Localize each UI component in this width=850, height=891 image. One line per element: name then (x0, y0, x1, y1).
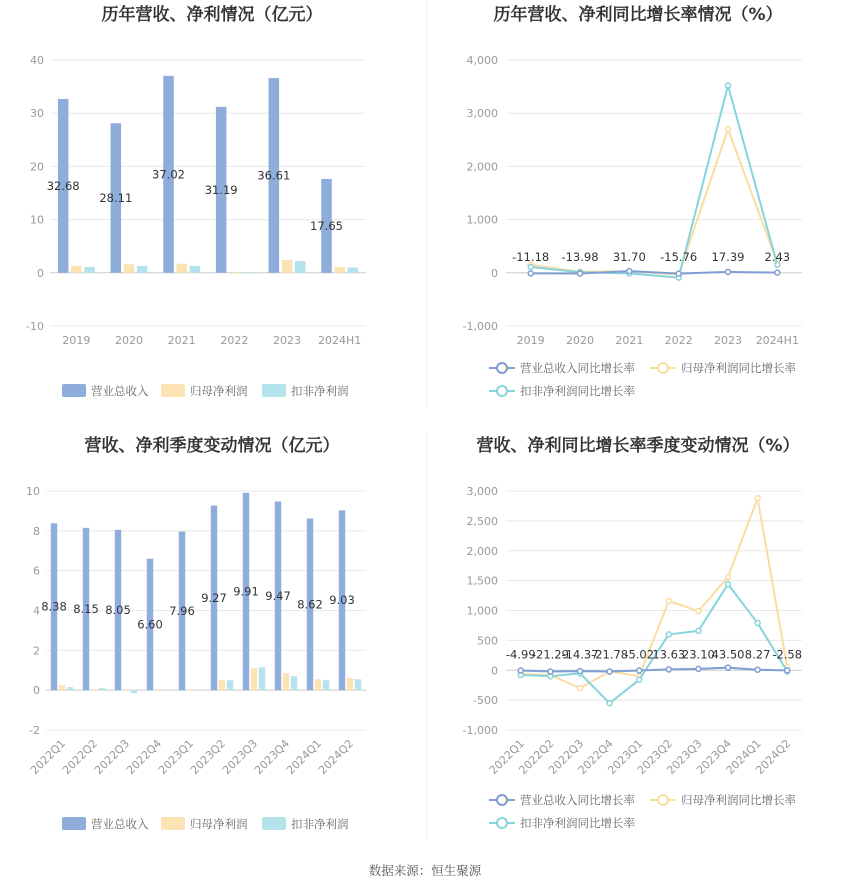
bar-deducted (99, 688, 105, 690)
data-point (607, 669, 612, 674)
bar-deducted (131, 690, 137, 693)
y-tick-label: 4 (33, 604, 40, 618)
x-tick-label: 2022 (220, 334, 249, 347)
y-tick-label: 3,000 (466, 485, 498, 498)
data-label: -13.98 (561, 249, 599, 264)
y-tick-label: -1,000 (462, 724, 498, 737)
x-tick-label: 2023Q1 (156, 736, 197, 777)
data-label: 43.50 (711, 647, 745, 662)
x-tick-label: 2022Q3 (92, 736, 133, 777)
data-point (637, 668, 642, 673)
bar-netprofit (251, 668, 257, 690)
bar-netprofit (155, 689, 161, 690)
data-label: 37.02 (152, 167, 185, 182)
data-source-caption: 数据来源：恒生聚源 (368, 863, 482, 878)
data-label: 31.19 (204, 182, 238, 197)
legend-label: 营业总收入同比增长率 (520, 793, 635, 807)
bar-netprofit (283, 673, 289, 690)
data-point (627, 269, 632, 274)
x-tick-label: 2023Q3 (220, 736, 261, 777)
bar-deducted (163, 690, 169, 691)
data-point (726, 127, 731, 132)
data-label: 23.10 (681, 647, 715, 662)
legend-label: 营业总收入 (91, 817, 149, 831)
legend-label: 扣非净利润 (291, 817, 349, 831)
x-tick-label: 2024Q1 (284, 736, 325, 777)
y-tick-label: 6 (33, 564, 40, 578)
bar-deducted (295, 261, 306, 273)
data-point (666, 598, 671, 603)
bar-netprofit (347, 678, 353, 690)
data-label: -2.58 (772, 647, 803, 662)
data-label: 8.62 (297, 597, 323, 612)
y-tick-label: 0 (37, 266, 44, 280)
legend-item[interactable] (161, 817, 248, 831)
series-line-deducted (521, 584, 787, 703)
legend-marker (658, 363, 668, 373)
legend-swatch (62, 817, 86, 830)
bar-netprofit (219, 680, 225, 690)
bar-netprofit (176, 264, 187, 273)
legend-label: 归母净利润 (190, 384, 248, 398)
data-point (676, 271, 681, 276)
x-tick-label: 2023 (714, 334, 742, 347)
x-tick-label: 2024Q2 (753, 736, 794, 777)
x-tick-label: 2024Q2 (316, 736, 357, 777)
data-point (666, 667, 671, 672)
data-point (726, 575, 731, 580)
x-tick-label: 2024H1 (318, 334, 362, 347)
annual-growth-rate-chart (463, 4, 802, 398)
x-tick-label: 2023Q2 (634, 736, 675, 777)
x-tick-label: 2020 (115, 334, 143, 347)
data-point (666, 632, 671, 637)
chart-title: 历年营收、净利情况（亿元） (101, 5, 323, 25)
data-label: -4.99 (505, 647, 536, 662)
data-point (548, 669, 553, 674)
data-point (775, 270, 780, 275)
x-tick-label: 2023Q4 (694, 736, 735, 777)
legend-label: 扣非净利润同比增长率 (520, 816, 635, 830)
y-tick-label: -2 (29, 724, 40, 737)
data-label: 32.68 (46, 178, 80, 193)
data-label: -5.02 (624, 647, 655, 662)
legend-item[interactable] (650, 793, 796, 807)
data-point (726, 269, 731, 274)
y-tick-label: 10 (26, 485, 40, 498)
data-label: -14.37 (561, 647, 599, 662)
data-point (637, 677, 642, 682)
bar-deducted (227, 680, 233, 690)
annual-revenue-profit-chart (26, 4, 366, 398)
x-tick-label: 2023Q4 (252, 736, 293, 777)
bar-netprofit (124, 264, 135, 273)
bar-netprofit (315, 679, 321, 690)
data-point (578, 669, 583, 674)
legend-item[interactable] (489, 384, 635, 398)
data-label: 9.27 (201, 590, 227, 605)
legend-item[interactable] (650, 361, 796, 375)
legend-item[interactable] (489, 361, 635, 375)
bar-netprofit (71, 266, 82, 273)
bar-deducted (355, 679, 361, 690)
y-tick-label: 2 (33, 644, 40, 658)
data-label: 8.05 (105, 603, 131, 618)
y-tick-label: 2,500 (466, 514, 498, 528)
quarterly-growth-rate-chart (463, 435, 803, 830)
data-label: 9.47 (265, 588, 291, 603)
legend-marker (497, 795, 507, 805)
data-point (726, 665, 731, 670)
data-label: -15.76 (660, 249, 698, 264)
series-line-revenue (521, 668, 787, 672)
legend-label: 扣非净利润 (291, 384, 349, 398)
y-tick-label: 10 (30, 213, 44, 227)
quarterly-revenue-profit-chart (26, 435, 366, 831)
data-point (528, 264, 533, 269)
y-tick-label: 30 (30, 107, 44, 121)
x-tick-label: 2023Q2 (188, 736, 229, 777)
y-tick-label: -500 (473, 694, 498, 708)
data-label: 2.43 (764, 249, 791, 264)
bar-netprofit (187, 690, 193, 691)
y-tick-label: 4,000 (466, 54, 498, 67)
data-point (785, 668, 790, 673)
data-label: 8.27 (744, 647, 771, 662)
legend-item[interactable] (62, 817, 149, 831)
y-tick-label: 0 (491, 664, 498, 678)
y-tick-label: 1,000 (466, 604, 498, 618)
bar-deducted (291, 676, 297, 690)
x-tick-label: 2024Q1 (723, 736, 764, 777)
data-label: 9.03 (329, 593, 355, 608)
data-label: 28.11 (99, 191, 133, 206)
data-point (755, 621, 760, 626)
x-tick-label: 2022Q1 (486, 736, 527, 777)
x-tick-label: 2023Q3 (664, 736, 705, 777)
data-point (755, 496, 760, 501)
y-tick-label: 1,000 (466, 213, 498, 227)
data-label: 31.70 (612, 249, 646, 264)
legend-swatch (161, 817, 185, 830)
x-tick-label: 2022Q4 (124, 736, 165, 777)
x-tick-label: 2021 (615, 334, 644, 347)
legend-item[interactable] (489, 816, 635, 830)
legend-swatch (161, 384, 185, 397)
data-label: 17.65 (310, 218, 343, 233)
legend-item[interactable] (262, 817, 349, 831)
x-tick-label: 2023 (273, 334, 301, 347)
y-tick-label: 8 (33, 524, 40, 538)
legend-label: 营业总收入同比增长率 (520, 361, 635, 375)
x-tick-label: 2024H1 (755, 334, 799, 347)
y-tick-label: 3,000 (466, 107, 498, 121)
bar-deducted (195, 690, 201, 691)
y-tick-label: 1,500 (466, 574, 498, 588)
y-tick-label: 2,000 (466, 160, 498, 174)
legend-label: 归母净利润同比增长率 (681, 361, 796, 375)
bar-netprofit (334, 267, 345, 273)
data-point (726, 83, 731, 88)
x-tick-label: 2020 (566, 334, 594, 347)
x-tick-label: 2022 (664, 334, 693, 347)
y-tick-label: -10 (26, 320, 44, 333)
data-label: 9.91 (233, 584, 259, 599)
y-tick-label: 500 (477, 634, 498, 648)
data-point (696, 628, 701, 633)
data-point (607, 701, 612, 706)
x-tick-label: 2023Q1 (605, 736, 646, 777)
bar-netprofit (91, 689, 97, 690)
legend-marker (497, 363, 507, 373)
y-tick-label: 2,000 (466, 544, 498, 558)
data-label: 17.39 (711, 249, 745, 264)
data-point (578, 271, 583, 276)
chart-title: 营收、净利同比增长率季度变动情况（%） (476, 436, 800, 456)
y-tick-label: 40 (30, 54, 44, 67)
legend-swatch (262, 817, 286, 830)
x-tick-label: 2022Q4 (575, 736, 616, 777)
y-tick-label: 20 (30, 160, 44, 174)
data-point (696, 666, 701, 671)
legend-label: 归母净利润同比增长率 (681, 793, 796, 807)
bar-netprofit (59, 685, 65, 690)
legend-item[interactable] (161, 384, 248, 398)
legend-item[interactable] (62, 384, 149, 398)
x-tick-label: 2019 (516, 334, 545, 347)
legend-marker (497, 386, 507, 396)
y-tick-label: -1,000 (462, 320, 498, 333)
bar-deducted (137, 266, 148, 273)
data-label: -11.18 (512, 249, 550, 264)
data-label: 13.63 (652, 647, 686, 662)
legend-label: 营业总收入 (91, 384, 149, 398)
bar-deducted (190, 266, 201, 273)
bar-deducted (242, 273, 253, 274)
data-label: 8.15 (73, 602, 99, 617)
chart-title: 历年营收、净利同比增长率情况（%） (493, 5, 783, 25)
data-label: 8.38 (41, 599, 67, 614)
x-tick-label: 2022Q1 (28, 736, 69, 777)
data-label: -21.29 (531, 647, 569, 662)
legend-item[interactable] (262, 384, 349, 398)
legend-marker (497, 818, 507, 828)
legend-label: 扣非净利润同比增长率 (520, 384, 635, 398)
legend-item[interactable] (489, 793, 635, 807)
data-label: 7.96 (169, 603, 195, 618)
data-point (528, 271, 533, 276)
data-label: 6.60 (137, 617, 163, 632)
data-point (755, 667, 760, 672)
data-point (518, 668, 523, 673)
bar-deducted (67, 687, 73, 690)
x-tick-label: 2022Q2 (60, 736, 101, 777)
legend-swatch (62, 384, 86, 397)
data-point (726, 582, 731, 587)
y-tick-label: 0 (33, 684, 40, 698)
legend-swatch (262, 384, 286, 397)
x-tick-label: 2019 (62, 334, 91, 347)
series-line-deducted (531, 86, 778, 278)
bar-netprofit (282, 260, 293, 273)
legend-label: 归母净利润 (190, 817, 248, 831)
x-tick-label: 2022Q2 (516, 736, 557, 777)
bar-deducted (323, 680, 329, 690)
legend-marker (658, 795, 668, 805)
y-tick-label: 0 (491, 266, 498, 280)
bar-netprofit (123, 689, 129, 690)
bar-netprofit (229, 273, 240, 274)
data-point (696, 609, 701, 614)
bar-deducted (259, 667, 265, 690)
bar-deducted (348, 267, 359, 272)
x-tick-label: 2021 (167, 334, 196, 347)
data-point (578, 686, 583, 691)
chart-title: 营收、净利季度变动情况（亿元） (84, 436, 340, 456)
x-tick-label: 2022Q3 (546, 736, 587, 777)
data-label: -21.78 (591, 647, 629, 662)
bar-deducted (84, 267, 95, 273)
data-label: 36.61 (257, 168, 291, 183)
